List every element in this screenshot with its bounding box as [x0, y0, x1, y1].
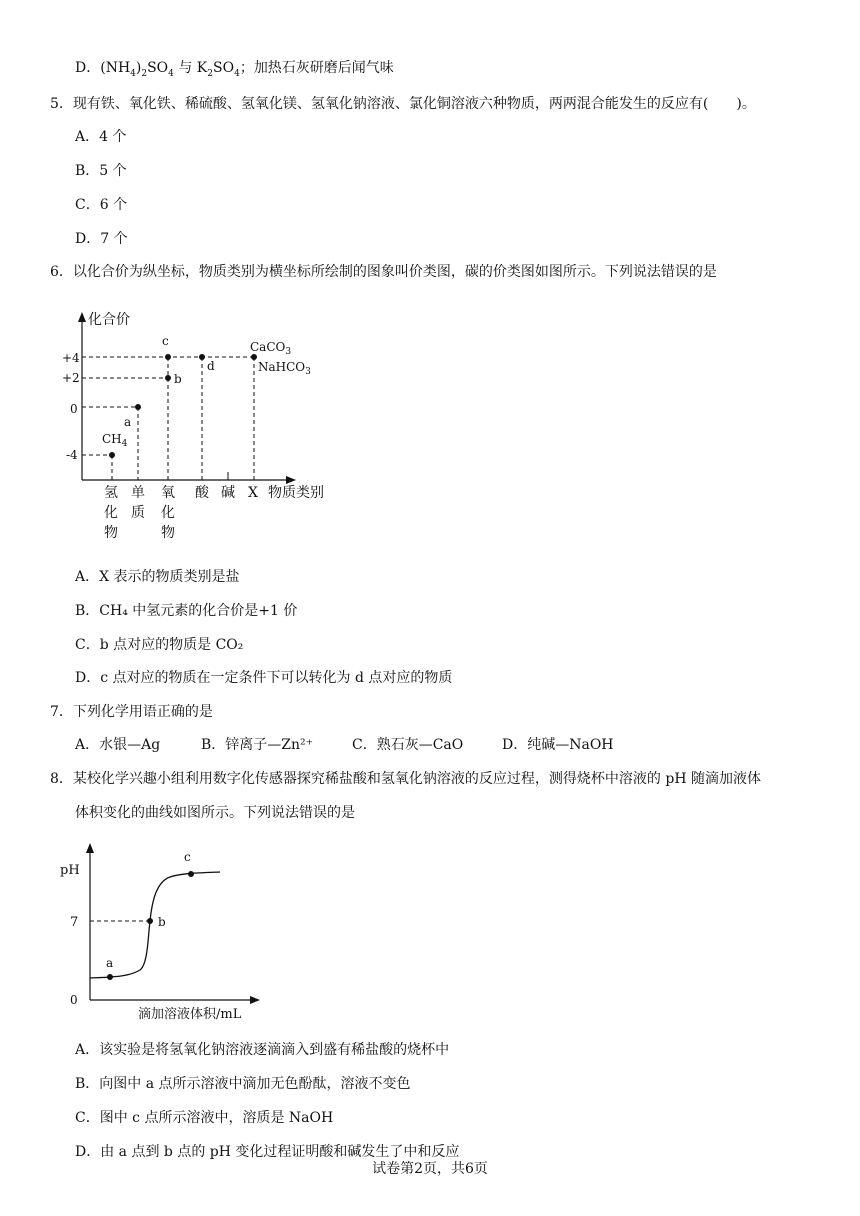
y-axis-title: pH — [60, 863, 80, 878]
q5-option-d: D．7 个 — [75, 231, 128, 247]
origin-label: 0 — [70, 993, 78, 1007]
cat-base: 碱 — [221, 485, 235, 501]
point-d — [199, 354, 205, 360]
q7-option-d: D．纯碱—NaOH — [502, 737, 614, 753]
y-axis-arrow — [86, 843, 94, 853]
label-c: c — [162, 334, 169, 348]
q7-stem: 7．下列化学用语正确的是 — [50, 704, 213, 720]
point-c — [188, 871, 194, 877]
point-b — [165, 375, 171, 381]
point-b — [147, 918, 153, 924]
q4-option-d-text: 加热石灰研磨后闻气味 — [253, 60, 394, 76]
label-c: c — [184, 850, 191, 864]
cat-x: X — [248, 485, 258, 501]
q4-option-d-label: D． — [75, 60, 101, 76]
q8-stem-line1: 8．某校化学兴趣小组利用数字化传感器探究稀盐酸和氢氧化钠溶液的反应过程，测得烧杯中溶液的 pH 随滴加液体 — [50, 771, 761, 787]
cat-acid: 酸 — [195, 485, 209, 501]
label-ch4: $CH_4$ — [102, 432, 128, 449]
q5-stem: 5．现有铁、氧化铁、稀硫酸、氢氧化镁、氢氧化钠溶液、氯化铜溶液六种物质，两两混合能发生的反应有( )。 — [50, 96, 756, 112]
label-a: a — [124, 415, 132, 429]
ytick-minus4: -4 — [66, 448, 78, 462]
svg-text:化: 化 — [104, 505, 118, 521]
y-axis-title: 化合价 — [88, 312, 130, 328]
ytick-0: 0 — [70, 402, 78, 416]
x-axis-arrow — [250, 996, 260, 1004]
label-d: d — [207, 359, 215, 373]
q4-option-d-formula: $(NH_4)_2SO_4$ 与 $K_2SO_4$； — [100, 60, 254, 79]
q8-option-d: D．由 a 点到 b 点的 pH 变化过程证明酸和碱发生了中和反应 — [75, 1144, 460, 1160]
q8-option-a: A．该实验是将氢氧化钠溶液逐滴滴入到盛有稀盐酸的烧杯中 — [75, 1042, 450, 1058]
ytick-plus2: +2 — [62, 371, 80, 385]
q5-option-a: A．4 个 — [75, 129, 127, 145]
x-axis-title: 物质类别 — [268, 485, 324, 501]
label-b: b — [158, 915, 166, 929]
point-a — [135, 404, 141, 410]
page-footer: 试卷第2页，共6页 — [372, 1161, 488, 1177]
q6-stem: 6．以化合价为纵坐标，物质类别为横坐标所绘制的图象叫价类图，碳的价类图如图所示。下列说法错误的是 — [50, 264, 717, 280]
point-a — [107, 974, 113, 980]
svg-text:物: 物 — [104, 525, 118, 541]
ytick-plus4: +4 — [62, 351, 80, 365]
q6-option-c: C．b 点对应的物质是 CO₂ — [75, 637, 244, 653]
q5-option-b: B．5 个 — [75, 163, 127, 179]
q4-option-d — [75, 58, 394, 84]
label-b: b — [174, 372, 182, 386]
point-ch4 — [109, 452, 115, 458]
svg-text:质: 质 — [131, 505, 145, 521]
q8-stem-line2: 体积变化的曲线如图所示。下列说法错误的是 — [75, 805, 355, 821]
point-x — [251, 354, 257, 360]
q6-option-a: A．X 表示的物质类别是盐 — [75, 569, 240, 585]
x-categories — [104, 485, 258, 541]
q8-option-c: C．图中 c 点所示溶液中，溶质是 NaOH — [75, 1110, 334, 1126]
ytick-7: 7 — [70, 915, 79, 930]
q7-option-c: C．熟石灰—CaO — [352, 737, 464, 753]
cat-element: 单 — [131, 485, 145, 501]
y-axis-arrow — [78, 312, 86, 322]
svg-text:物: 物 — [161, 525, 175, 541]
svg-text:化: 化 — [161, 505, 175, 521]
q5-option-c: C．6 个 — [75, 197, 128, 213]
x-axis-arrow — [286, 476, 296, 484]
label-nahco3: NaHCO$_3$ — [258, 360, 311, 377]
valence-category-chart — [60, 310, 360, 550]
cat-oxide: 氧 — [161, 485, 175, 501]
cat-hydride: 氢 — [104, 485, 118, 501]
q8-option-b: B．向图中 a 点所示溶液中滴加无色酚酞，溶液不变色 — [75, 1076, 411, 1092]
point-c — [165, 354, 171, 360]
q7-option-b: B．锌离子—Zn²⁺ — [201, 737, 314, 753]
label-caco3: CaCO$_3$ — [250, 340, 292, 357]
ph-curve-chart — [58, 840, 288, 1030]
q6-option-b: B．CH₄ 中氢元素的化合价是+1 价 — [75, 603, 298, 619]
q6-option-d: D．c 点对应的物质在一定条件下可以转化为 d 点对应的物质 — [75, 670, 453, 686]
q7-option-a: A．水银—Ag — [75, 737, 161, 753]
label-a: a — [106, 956, 114, 970]
x-axis-title: 滴加溶液体积/mL — [138, 1007, 242, 1022]
